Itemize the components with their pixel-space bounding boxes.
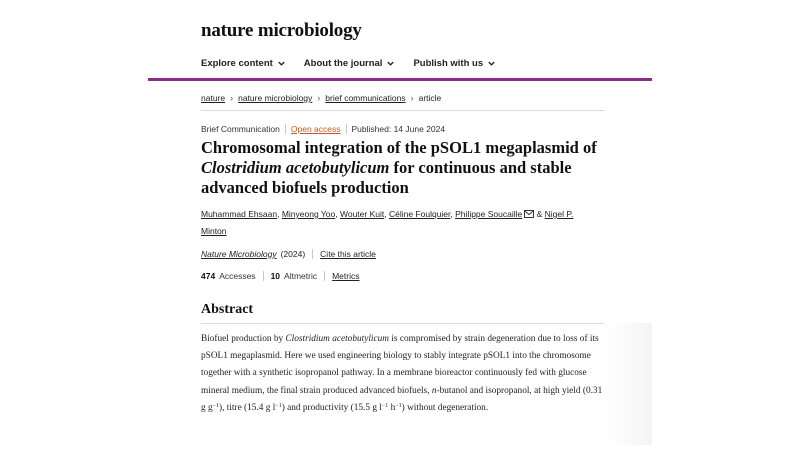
author-link[interactable]: Nigel P. Minton <box>201 209 574 236</box>
accesses-count: 474 <box>201 271 216 281</box>
altmetric-count: 10 <box>270 271 281 281</box>
nav-label: Publish with us <box>413 58 484 69</box>
author-link[interactable]: Minyeong Yoo <box>281 209 336 219</box>
abstract-t1: Biofuel production by <box>201 334 286 344</box>
chevron-down-icon <box>487 59 496 68</box>
chevron-down-icon <box>277 59 286 68</box>
breadcrumb-brief-communications[interactable]: brief communications <box>325 93 406 103</box>
abstract-t3: is compromised by strain degeneration due to loss of its pSOL1 megaplasmid. Here we used engineering biology to stably integrate pSOL1 into the chromosome together with a synthetic isopropanol pathway. In a membrane bioreactor continuously fed with glucose mineral medium, the final strain produced advanced biofuels, <box>201 334 599 396</box>
divider <box>201 110 605 111</box>
abstract-text <box>201 331 609 417</box>
breadcrumb-nature-microbiology[interactable]: nature microbiology <box>238 93 313 103</box>
divider <box>312 249 313 259</box>
author-separator: , <box>384 209 389 219</box>
breadcrumb-nature[interactable]: nature <box>201 93 226 103</box>
abstract-t6: ), titre (15.4 g l <box>219 402 276 413</box>
chevron-right-icon: › <box>317 93 321 103</box>
open-access-link[interactable]: Open access <box>290 124 341 134</box>
abstract-t5: -butanol and isopropanol, at high yield (0.31 g g <box>201 385 603 413</box>
abstract-sup: −1 <box>275 402 282 409</box>
citation-line <box>201 249 376 259</box>
metrics-link[interactable]: Metrics <box>332 271 360 281</box>
journal-link[interactable]: Nature Microbiology <box>201 249 277 259</box>
article-title <box>201 138 611 198</box>
journal-logo[interactable]: nature microbiology <box>201 20 362 41</box>
chevron-right-icon: › <box>410 93 414 103</box>
mail-icon[interactable] <box>524 210 534 218</box>
abstract-heading: Abstract <box>201 302 254 317</box>
author-ampersand: & <box>534 209 545 219</box>
abstract-sup: −1 <box>381 402 389 409</box>
abstract-n: n <box>431 385 437 396</box>
author-link[interactable]: Muhammad Ehsaan <box>201 209 278 219</box>
main-nav <box>201 58 496 69</box>
nav-publish-with-us[interactable] <box>413 58 496 69</box>
article-meta <box>201 124 445 134</box>
author-link[interactable]: Philippe Soucaille <box>455 209 523 219</box>
nav-explore-content[interactable] <box>201 58 286 69</box>
breadcrumb-current: article <box>418 93 442 103</box>
abstract-t9: ) without degeneration. <box>401 402 489 413</box>
abstract-t8: h <box>388 402 396 413</box>
author-link[interactable]: Céline Foulquier <box>388 209 451 219</box>
header-accent-bar <box>148 78 652 81</box>
altmetric-label: Altmetric <box>284 271 318 281</box>
divider <box>285 124 286 134</box>
article-type: Brief Communication <box>201 124 280 134</box>
title-species: Clostridium acetobutylicum <box>201 158 390 177</box>
title-text-part2: for continuous and stable advanced biofuels production <box>201 158 572 197</box>
publication-year: (2024) <box>280 249 306 259</box>
author-separator: , <box>277 209 282 219</box>
side-shade <box>605 323 652 445</box>
nav-label: About the journal <box>303 58 383 69</box>
author-separator: , <box>450 209 456 219</box>
divider <box>324 271 325 281</box>
author-list <box>201 206 601 240</box>
nav-label: Explore content <box>201 58 273 69</box>
chevron-right-icon: › <box>230 93 234 103</box>
title-text-part1: Chromosomal integration of the pSOL1 megaplasmid of <box>201 138 597 157</box>
abstract-t7: ) and productivity (15.5 g l <box>281 402 382 413</box>
author-link[interactable]: Wouter Kuit <box>339 209 385 219</box>
article-metrics <box>201 271 359 281</box>
nav-about-journal[interactable] <box>304 58 396 69</box>
divider <box>263 271 264 281</box>
divider <box>346 124 347 134</box>
breadcrumb <box>201 93 441 103</box>
divider <box>201 323 605 324</box>
abstract-species: Clostridium acetobutylicum <box>285 334 389 344</box>
abstract-sup: −1 <box>395 402 402 409</box>
author-separator: , <box>335 209 340 219</box>
cite-this-article-link[interactable]: Cite this article <box>320 249 376 259</box>
chevron-down-icon <box>386 59 395 68</box>
published-date: Published: 14 June 2024 <box>351 124 446 134</box>
accesses-label: Accesses <box>219 271 256 281</box>
abstract-sup: −1 <box>212 402 220 409</box>
